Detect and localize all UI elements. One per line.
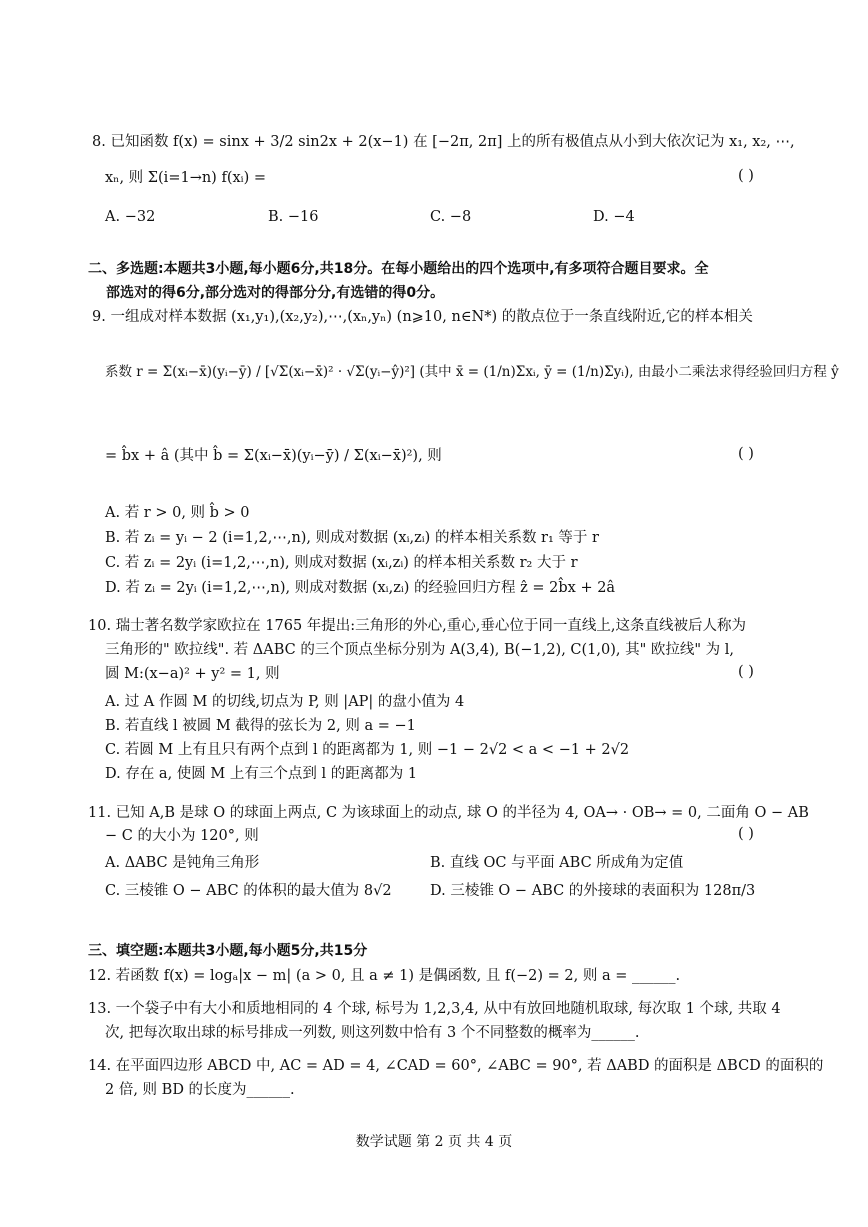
q11-option-a: A. ΔABC 是钝角三角形 xyxy=(105,855,260,871)
q11-line2: − C 的大小为 120°, 则 xyxy=(105,828,259,844)
section2-heading-cont: 部选对的得6分,部分选对的得部分分,有选错的得0分。 xyxy=(106,285,445,301)
q9-option-d: D. 若 zᵢ = 2yᵢ (i=1,2,⋯,n), 则成对数据 (xᵢ,zᵢ) 的经验回归方程 ẑ = 2b̂x + 2â xyxy=(105,580,616,596)
q8-answer-paren: ( ) xyxy=(738,168,754,184)
q8-line2: xₙ, 则 Σ(i=1→n) f(xᵢ) = xyxy=(105,170,266,186)
q9-option-c: C. 若 zᵢ = 2yᵢ (i=1,2,⋯,n), 则成对数据 (xᵢ,zᵢ) 的样本相关系数 r₂ 大于 r xyxy=(105,555,578,571)
q8-line1: 8. 已知函数 f(x) = sinx + 3/2 sin2x + 2(x−1) 在 [−2π, 2π] 上的所有极值点从小到大依次记为 x₁, x₂, ⋯, xyxy=(92,134,795,150)
q11-answer-paren: ( ) xyxy=(738,826,754,842)
q10-line1: 10. 瑞士著名数学家欧拉在 1765 年提出:三角形的外心,重心,垂心位于同一直线上,这条直线被后人称为 xyxy=(88,618,746,634)
q11-line1: 11. 已知 A,B 是球 O 的球面上两点, C 为该球面上的动点, 球 O 的半径为 4, OA→ · OB→ = 0, 二面角 O − AB xyxy=(88,805,809,821)
q14-line1: 14. 在平面四边形 ABCD 中, AC = AD = 4, ∠CAD = 60°, ∠ABC = 90°, 若 ΔABD 的面积是 ΔBCD 的面积的 xyxy=(88,1058,824,1074)
q13-line1: 13. 一个袋子中有大小和质地相同的 4 个球, 标号为 1,2,3,4, 从中有放回地随机取球, 每次取 1 个球, 共取 4 xyxy=(88,1001,781,1017)
q8-option-d: D. −4 xyxy=(593,209,635,225)
q10-option-c: C. 若圆 M 上有且只有两个点到 l 的距离都为 1, 则 −1 − 2√2 < a < −1 + 2√2 xyxy=(105,742,630,758)
q9-line3: = b̂x + â (其中 b̂ = Σ(xᵢ−x̄)(yᵢ−ȳ) / Σ(xᵢ−x̄)²), 则 xyxy=(105,448,442,464)
q9-line2: 系数 r = Σ(xᵢ−x̄)(yᵢ−ȳ) / [√Σ(xᵢ−x̄)² · √Σ(yᵢ−ŷ)²] (其中 x̄ = (1/n)Σxᵢ, ȳ = (1/n)Σyᵢ), 由最小二乘法求得经验回归方程 ŷ xyxy=(105,364,839,380)
page-footer: 数学试题 第 2 页 共 4 页 xyxy=(355,1134,513,1150)
q12-line1: 12. 若函数 f(x) = logₐ|x − m| (a > 0, 且 a ≠ 1) 是偶函数, 且 f(−2) = 2, 则 a = ______. xyxy=(88,968,681,984)
q11-option-d: D. 三棱锥 O − ABC 的外接球的表面积为 128π/3 xyxy=(430,883,756,899)
q14-line2: 2 倍, 则 BD 的长度为______. xyxy=(105,1082,295,1098)
section3-heading: 三、填空题:本题共3小题,每小题5分,共15分 xyxy=(88,943,368,959)
q8-option-b: B. −16 xyxy=(268,209,319,225)
q9-option-a: A. 若 r > 0, 则 b̂ > 0 xyxy=(105,505,250,521)
q11-option-c: C. 三棱锥 O − ABC 的体积的最大值为 8√2 xyxy=(105,883,392,899)
q8-option-c: C. −8 xyxy=(430,209,472,225)
q9-option-b: B. 若 zᵢ = yᵢ − 2 (i=1,2,⋯,n), 则成对数据 (xᵢ,zᵢ) 的样本相关系数 r₁ 等于 r xyxy=(105,530,599,546)
q8-option-a: A. −32 xyxy=(105,209,156,225)
q10-option-d: D. 存在 a, 使圆 M 上有三个点到 l 的距离都为 1 xyxy=(105,766,418,782)
q11-option-b: B. 直线 OC 与平面 ABC 所成角为定值 xyxy=(430,855,684,871)
q13-line2: 次, 把每次取出球的标号排成一列数, 则这列数中恰有 3 个不同整数的概率为______. xyxy=(105,1025,640,1041)
q10-option-b: B. 若直线 l 被圆 M 截得的弦长为 2, 则 a = −1 xyxy=(105,718,416,734)
q10-option-a: A. 过 A 作圆 M 的切线,切点为 P, 则 |AP| 的盘小值为 4 xyxy=(105,694,465,710)
q10-answer-paren: ( ) xyxy=(738,664,754,680)
q9-answer-paren: ( ) xyxy=(738,446,754,462)
section2-heading: 二、多选题:本题共3小题,每小题6分,共18分。在每小题给出的四个选项中,有多项符合题目要求。全 xyxy=(88,261,709,277)
q9-line1: 9. 一组成对样本数据 (x₁,y₁),(x₂,y₂),⋯,(xₙ,yₙ) (n⩾10, n∈N*) 的散点位于一条直线附近,它的样本相关 xyxy=(92,309,753,325)
q10-line3: 圆 M:(x−a)² + y² = 1, 则 xyxy=(105,666,280,682)
q10-line2: 三角形的" 欧拉线". 若 ΔABC 的三个顶点坐标分别为 A(3,4), B(−1,2), C(1,0), 其" 欧拉线" 为 l, xyxy=(105,642,735,658)
